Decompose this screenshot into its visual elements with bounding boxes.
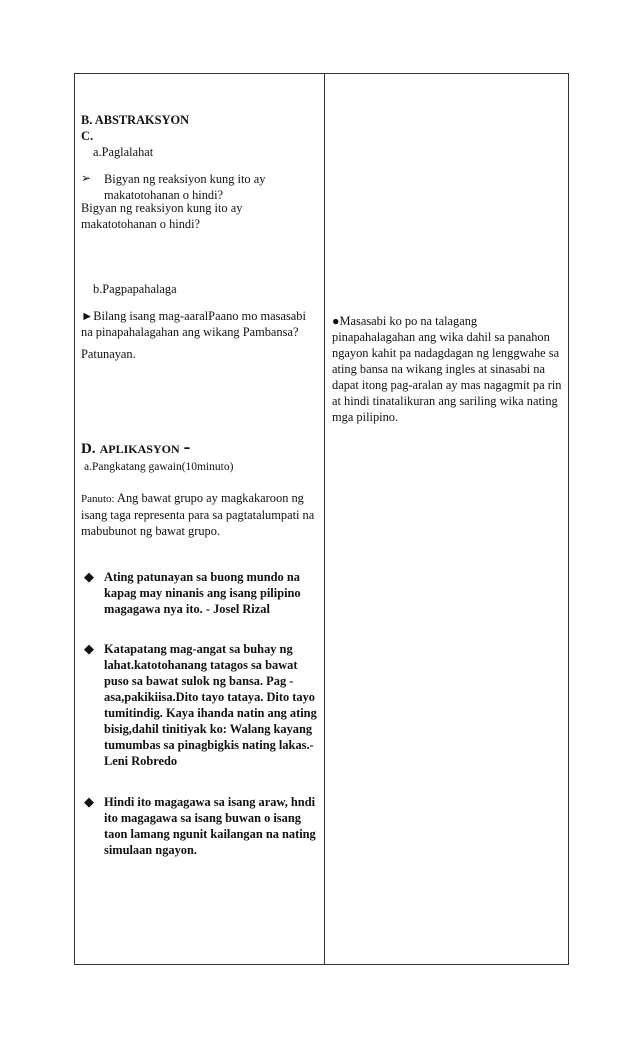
quote-line: taon lamang ngunit kailangan na nating — [104, 827, 316, 841]
panuto-paragraph — [81, 490, 321, 539]
quote-line: Leni Robredo — [104, 754, 178, 768]
panuto-line-3: mabubunot ng bawat grupo. — [81, 524, 221, 538]
answer-paragraph — [332, 313, 564, 425]
section-d-letter: D. — [81, 441, 96, 457]
panuto-line-1: Ang bawat grupo ay magkakaroon ng — [114, 491, 304, 505]
quote-robredo — [104, 641, 336, 769]
quote-line: asa,pakikiisa.Dito tayo tataya. Dito tayo — [104, 690, 315, 704]
question-line-2: na pinapahalagahan ang wikang Pambansa? — [81, 325, 299, 339]
quote-hindi — [104, 794, 336, 858]
section-b-heading: B. ABSTRAKSYON — [81, 113, 190, 127]
answer-line: ngayon kahit pa nadagdagan ng lenggwahe sa — [332, 346, 560, 360]
quote-line: bisig,dahil tinitiyak ko: Walang kayang — [104, 722, 313, 736]
quote-line: Katapatang mag-angat sa buhay ng — [104, 642, 293, 656]
quote-rizal — [104, 569, 336, 617]
quote-line: puso sa bawat sulok ng bansa. Pag - — [104, 674, 294, 688]
patunayan-text: Patunayan. — [81, 347, 136, 361]
answer-line: dapat itong pag-aralan ay mas nagagmit pa rin — [332, 378, 562, 392]
panuto-label: Panuto: — [81, 493, 115, 505]
arrow-bullet-icon: ➢ — [81, 171, 92, 185]
answer-line: pinapahalagahan ang wika dahil sa panahon — [332, 330, 550, 344]
section-d-title: APLIKASYON — [99, 442, 180, 456]
quote-line: tumumbas sa pinagbigkis nating lakas.- — [104, 738, 314, 752]
diamond-bullet-icon: ◆ — [84, 641, 94, 656]
quote-line: kapag may ninanis ang isang pilipino — [104, 586, 301, 600]
arrow-item-line-2: makatotohanan o hindi? — [104, 188, 224, 202]
quote-line: Ating patunayan sa buong mundo na — [104, 570, 300, 584]
answer-line: ●Masasabi ko po na talagang — [332, 314, 478, 328]
quote-line: tumitindig. Kaya ihanda natin ang ating — [104, 706, 317, 720]
panuto-line-2: isang taga representa para sa pagtatalumpati na — [81, 508, 315, 522]
answer-line: at hindi tinatalikuran ang sariling wika nating — [332, 394, 558, 408]
diamond-bullet-icon: ◆ — [84, 794, 94, 809]
section-d-heading — [81, 436, 191, 458]
diamond-bullet-icon: ◆ — [84, 569, 94, 584]
quote-line: magagawa nya ito. - Josel Rizal — [104, 602, 270, 616]
paglalahat-label: a.Paglalahat — [93, 145, 154, 159]
quote-line: Hindi ito magagawa sa isang araw, hndi — [104, 795, 316, 809]
section-d-dash: - — [183, 436, 191, 458]
answer-line: ating bansa na wikang ingles at sinasabi na — [332, 362, 545, 376]
quote-line: simulaan ngayon. — [104, 843, 197, 857]
repeat-line-1: Bigyan ng reaksiyon kung ito ay — [81, 201, 243, 215]
repeat-line-2: makatotohanan o hindi? — [81, 217, 201, 231]
section-c-label: C. — [81, 129, 94, 143]
pangkatang-label: a.Pangkatang gawain(10minuto) — [84, 461, 234, 473]
pagpapahalaga-label: b.Pagpapahalaga — [93, 282, 177, 296]
answer-line: mga pilipino. — [332, 410, 399, 424]
arrow-item-line-1: Bigyan ng reaksiyon kung ito ay — [104, 172, 266, 186]
question-line-1: ►Bilang isang mag-aaralPaano mo masasabi — [81, 309, 306, 323]
quote-line: lahat.katotohanang tatagos sa bawat — [104, 658, 298, 672]
quote-line: ito magagawa sa isang buwan o isang — [104, 811, 301, 825]
